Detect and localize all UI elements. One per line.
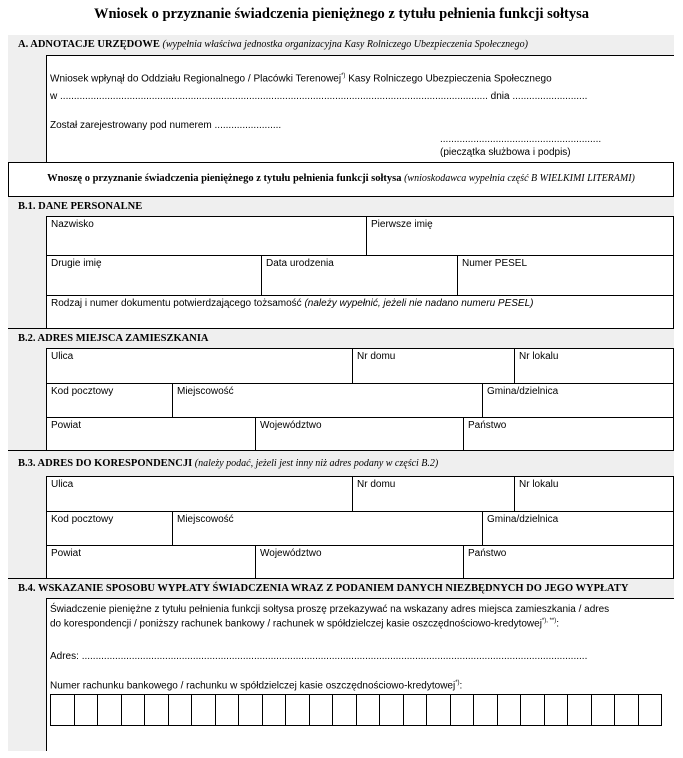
b2-street-field[interactable]: Ulica — [46, 348, 352, 383]
b3-city-field[interactable]: Miejscowość — [172, 511, 482, 545]
b2-country-field[interactable]: Państwo — [463, 417, 674, 450]
account-digit-box[interactable] — [473, 695, 497, 725]
first-name-field[interactable]: Pierwsze imię — [366, 216, 674, 255]
b2-apartment-number-field[interactable]: Nr lokalu — [514, 348, 674, 383]
payment-address-line[interactable]: Adres: ...................................................................................................................................................................................... — [50, 651, 588, 662]
b3-voivodeship-field[interactable]: Województwo — [255, 545, 463, 578]
account-digit-box[interactable] — [309, 695, 333, 725]
b3-street-field[interactable]: Ulica — [46, 476, 352, 511]
surname-field[interactable]: Nazwisko — [46, 216, 366, 255]
payment-method-line1: Świadczenie pieniężne z tytułu pełnienia funkcji sołtysa proszę przekazywać na wskazany adres miejsca zamieszkania / adres — [50, 604, 610, 615]
section-b1-header: B.1. DANE PERSONALNE — [8, 196, 674, 216]
section-b4-header: B.4. WSKAZANIE SPOSOBU WYPŁATY ŚWIADCZENIA WRAZ Z PODANIEM DANYCH NIEZBĘDNYCH DO JEGO WYPŁATY — [8, 578, 674, 598]
account-digit-box[interactable] — [51, 695, 74, 725]
account-digit-box[interactable] — [450, 695, 474, 725]
account-digit-box[interactable] — [74, 695, 98, 725]
account-digit-box[interactable] — [238, 695, 262, 725]
section-a-header: A. ADNOTACJE URZĘDOWE (wypełnia właściwa jednostka organizacyjna Kasy Rolniczego Ubezpieczenia Społecznego) — [8, 35, 674, 55]
account-digit-box[interactable] — [544, 695, 568, 725]
b3-country-field[interactable]: Państwo — [463, 545, 674, 578]
b2-city-field[interactable]: Miejscowość — [172, 383, 482, 417]
b2-house-number-field[interactable]: Nr domu — [352, 348, 514, 383]
section-b3-header: B.3. ADRES DO KORESPONDENCJI (należy podać, jeżeli jest inny niż adres podany w części B.2) — [8, 450, 674, 476]
b2-postal-code-field[interactable]: Kod pocztowy — [46, 383, 172, 417]
account-digit-box[interactable] — [614, 695, 638, 725]
account-digit-box[interactable] — [591, 695, 615, 725]
account-number-boxes[interactable] — [50, 694, 662, 726]
stamp-label: (pieczątka służbowa i podpis) — [440, 147, 571, 158]
account-digit-box[interactable] — [638, 695, 662, 725]
second-name-field[interactable]: Drugie imię — [46, 255, 261, 295]
b2-county-field[interactable]: Powiat — [46, 417, 255, 450]
account-digit-box[interactable] — [497, 695, 521, 725]
account-number-label: Numer rachunku bankowego / rachunku w spółdzielczej kasie oszczędnościowo-kredytowej*): — [50, 680, 463, 692]
account-digit-box[interactable] — [356, 695, 380, 725]
account-digit-box[interactable] — [567, 695, 591, 725]
account-digit-box[interactable] — [215, 695, 239, 725]
account-digit-box[interactable] — [285, 695, 309, 725]
b3-apartment-number-field[interactable]: Nr lokalu — [514, 476, 674, 511]
section-b2-header: B.2. ADRES MIEJSCA ZAMIESZKANIA — [8, 328, 674, 348]
b2-voivodeship-field[interactable]: Województwo — [255, 417, 463, 450]
account-digit-box[interactable] — [379, 695, 403, 725]
b3-postal-code-field[interactable]: Kod pocztowy — [46, 511, 172, 545]
office-received-line: Wniosek wpłynął do Oddziału Regionalnego / Placówki Terenowej*) Kasy Rolniczego Ubezpieczenia Społecznego — [50, 73, 552, 85]
account-digit-box[interactable] — [426, 695, 450, 725]
page-title: Wniosek o przyznanie świadczenia pieniężnego z tytułu pełnienia funkcji sołtysa — [93, 6, 590, 22]
declaration-line: Wnoszę o przyznanie świadczenia pieniężnego z tytułu pełnienia funkcji sołtysa (wnioskodawca wypełnia część B WIELKIMI LITERAMI) — [8, 162, 674, 196]
account-digit-box[interactable] — [191, 695, 215, 725]
account-digit-box[interactable] — [168, 695, 192, 725]
registration-number-line[interactable]: Został zarejestrowany pod numerem ........................ — [50, 120, 282, 131]
payment-method-line2: do korespondencji / poniższy rachunek bankowy / rachunek w spółdzielczej kasie oszczędnościowo-kredytowej*), **): — [50, 618, 560, 630]
b3-county-field[interactable]: Powiat — [46, 545, 255, 578]
b2-municipality-field[interactable]: Gmina/dzielnica — [482, 383, 674, 417]
birth-date-field[interactable]: Data urodzenia — [261, 255, 457, 295]
account-digit-box[interactable] — [332, 695, 356, 725]
stamp-dots[interactable]: .......................................................... — [440, 134, 602, 145]
account-digit-box[interactable] — [403, 695, 427, 725]
received-place-date-line[interactable]: w .......................................................................................................................................................... dnia ........................... — [50, 91, 588, 102]
account-digit-box[interactable] — [520, 695, 544, 725]
account-digit-box[interactable] — [262, 695, 286, 725]
b3-municipality-field[interactable]: Gmina/dzielnica — [482, 511, 674, 545]
id-document-field[interactable]: Rodzaj i numer dokumentu potwierdzającego tożsamość (należy wypełnić, jeżeli nie nadano numeru PESEL) — [46, 295, 674, 328]
account-digit-box[interactable] — [97, 695, 121, 725]
account-digit-box[interactable] — [144, 695, 168, 725]
section-a-body — [46, 55, 674, 162]
account-digit-box[interactable] — [121, 695, 145, 725]
b3-house-number-field[interactable]: Nr domu — [352, 476, 514, 511]
pesel-field[interactable]: Numer PESEL — [457, 255, 674, 295]
